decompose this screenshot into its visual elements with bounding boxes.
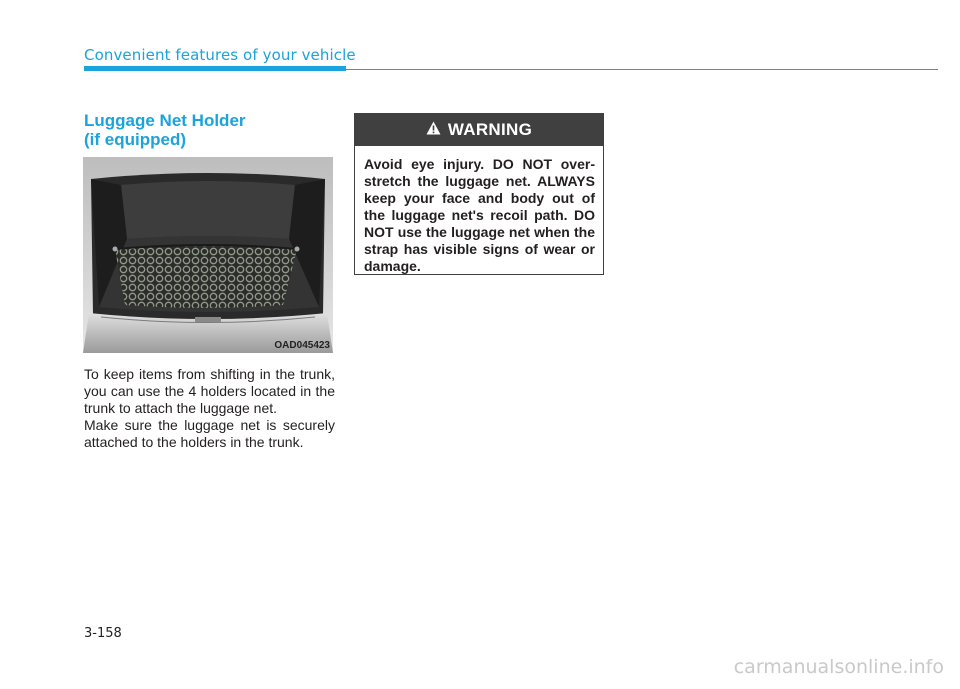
body-paragraph-1: To keep items from shifting in the trunk, you can use the 4 holders located in the trunk to attach the luggage net. [84, 366, 335, 416]
header-rule-thin [346, 69, 938, 70]
trunk-illustration [83, 157, 333, 353]
warning-box [354, 113, 604, 275]
figure-code: OAD045423 [274, 340, 330, 351]
section-title [84, 111, 334, 149]
watermark: carmanualsonline.info [733, 656, 944, 678]
warning-title: WARNING [447, 120, 533, 139]
section-title-line1: Luggage Net Holder [84, 111, 246, 130]
section-title-line2: (if equipped) [84, 130, 186, 149]
trunk-figure [83, 157, 333, 353]
header-rule-thick [84, 66, 346, 71]
warning-triangle-icon [426, 121, 441, 140]
page-number: 3-158 [84, 626, 122, 641]
warning-header [355, 114, 603, 146]
body-paragraph-2: Make sure the luggage net is securely attached to the holders in the trunk. [84, 417, 335, 450]
header-title: Convenient features of your vehicle [84, 46, 356, 64]
warning-text: Avoid eye injury. DO NOT over-stretch the luggage net. ALWAYS keep your face and body out of the luggage net's recoil path. DO NOT use the luggage net when the strap has visible signs of wear or damage. [364, 156, 595, 274]
